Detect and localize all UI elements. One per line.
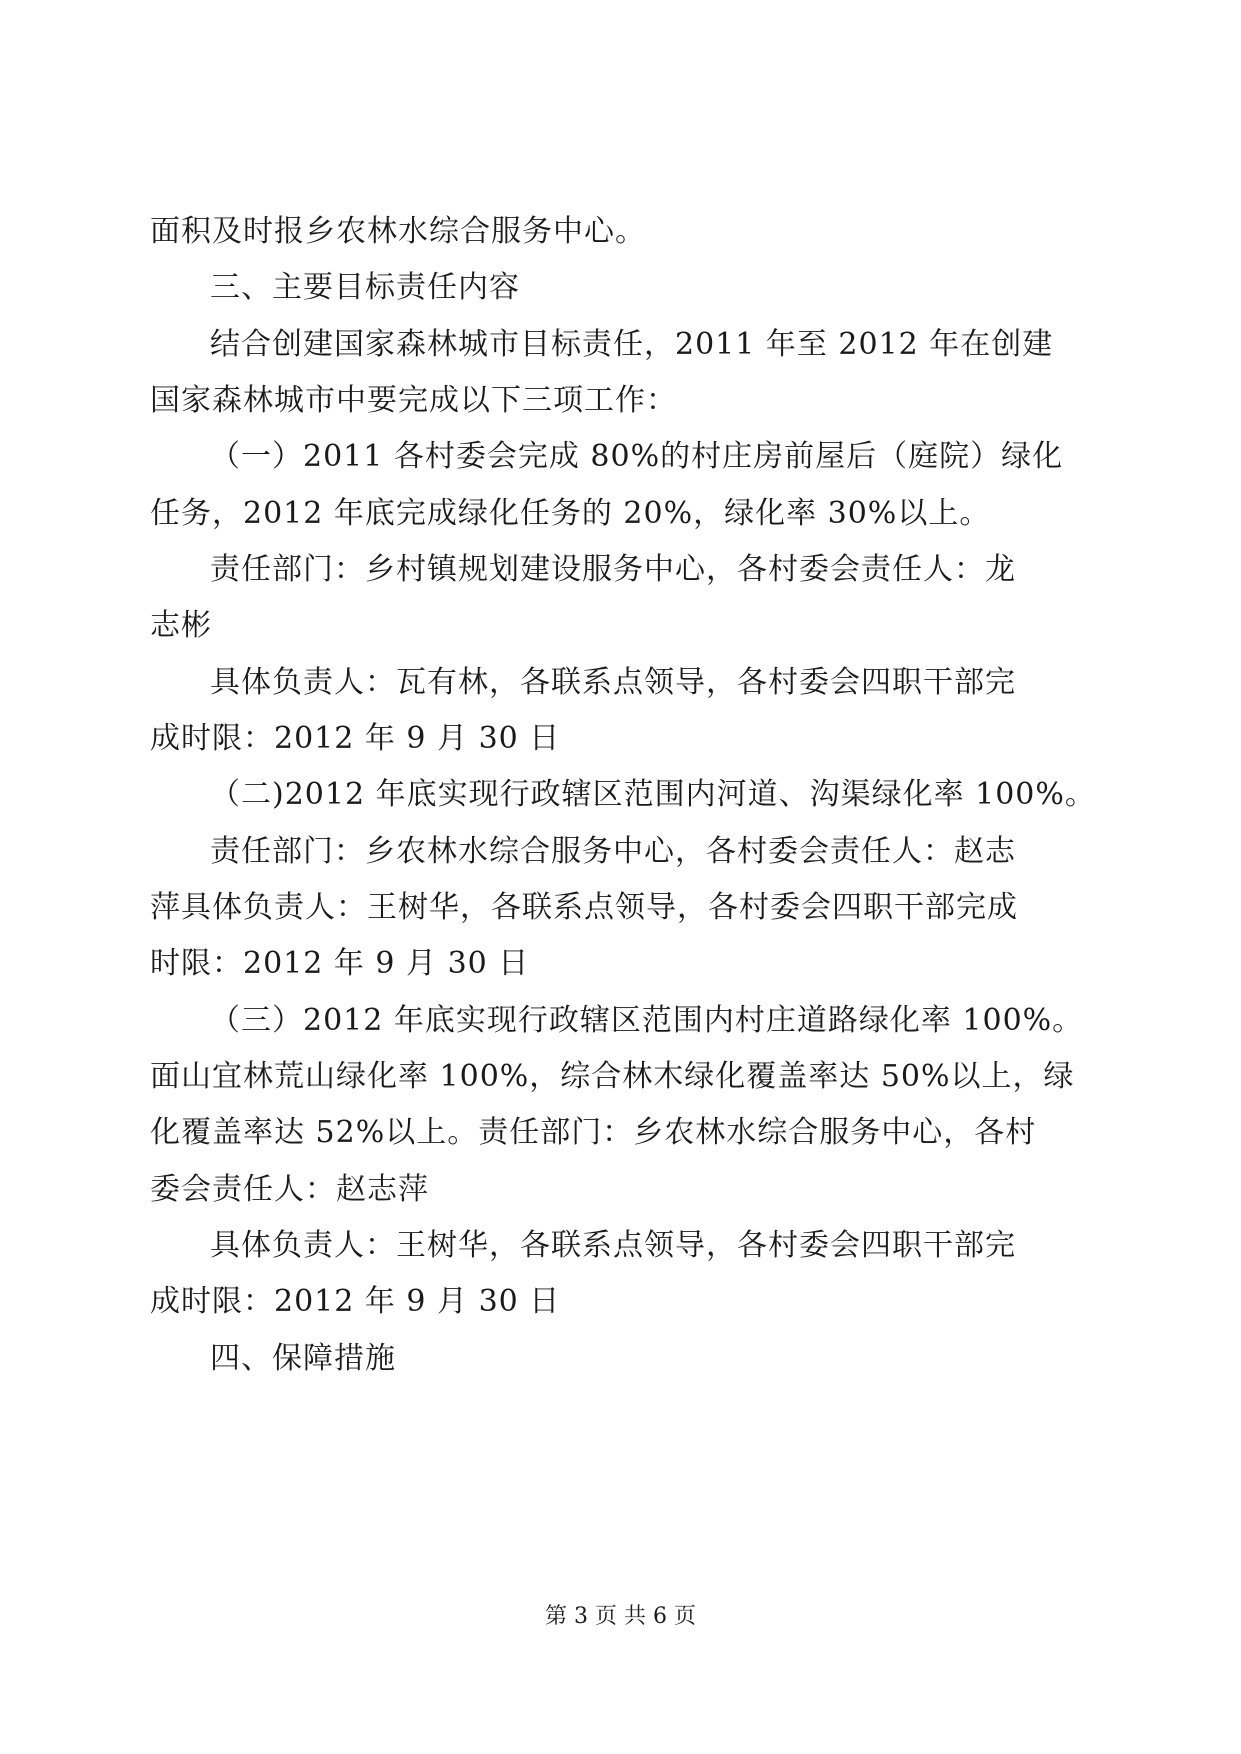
text-line: 萍具体负责人：王树华，各联系点领导，各村委会四职干部完成 bbox=[150, 890, 1018, 925]
text-line: 时限：2012 年 9 月 30 日 bbox=[150, 946, 530, 981]
text-line: 具体负责人：瓦有林，各联系点领导，各村委会四职干部完 bbox=[210, 665, 1016, 700]
text-line: （二)2012 年底实现行政辖区范围内河道、沟渠绿化率 100%。 bbox=[210, 777, 1096, 812]
section-heading: 四、保障措施 bbox=[210, 1341, 396, 1376]
text-line: 面积及时报乡农林水综合服务中心。 bbox=[150, 214, 646, 249]
text-line: 面山宜林荒山绿化率 100%，综合林木绿化覆盖率达 50%以上，绿 bbox=[150, 1059, 1075, 1094]
text-line: 志彬 bbox=[150, 608, 212, 643]
text-line: 委会责任人：赵志萍 bbox=[150, 1172, 429, 1207]
text-line: 任务，2012 年底完成绿化任务的 20%，绿化率 30%以上。 bbox=[150, 496, 991, 531]
text-line: （三）2012 年底实现行政辖区范围内村庄道路绿化率 100%。 bbox=[210, 1003, 1084, 1038]
text-line: （一）2011 各村委会完成 80%的村庄房前屋后（庭院）绿化 bbox=[210, 439, 1064, 474]
text-line: 结合创建国家森林城市目标责任，2011 年至 2012 年在创建 bbox=[210, 327, 1054, 362]
text-line: 责任部门：乡农林水综合服务中心，各村委会责任人：赵志 bbox=[210, 834, 1016, 869]
page-footer: 第 3 页 共 6 页 bbox=[545, 1604, 696, 1629]
text-line: 具体负责人：王树华，各联系点领导，各村委会四职干部完 bbox=[210, 1228, 1016, 1263]
text-line: 成时限：2012 年 9 月 30 日 bbox=[150, 721, 561, 756]
section-heading: 三、主要目标责任内容 bbox=[210, 270, 520, 305]
text-line: 成时限：2012 年 9 月 30 日 bbox=[150, 1284, 561, 1319]
text-line: 化覆盖率达 52%以上。责任部门：乡农林水综合服务中心，各村 bbox=[150, 1115, 1037, 1150]
text-line: 责任部门：乡村镇规划建设服务中心，各村委会责任人：龙 bbox=[210, 552, 1016, 587]
text-line: 国家森林城市中要完成以下三项工作： bbox=[150, 383, 677, 418]
